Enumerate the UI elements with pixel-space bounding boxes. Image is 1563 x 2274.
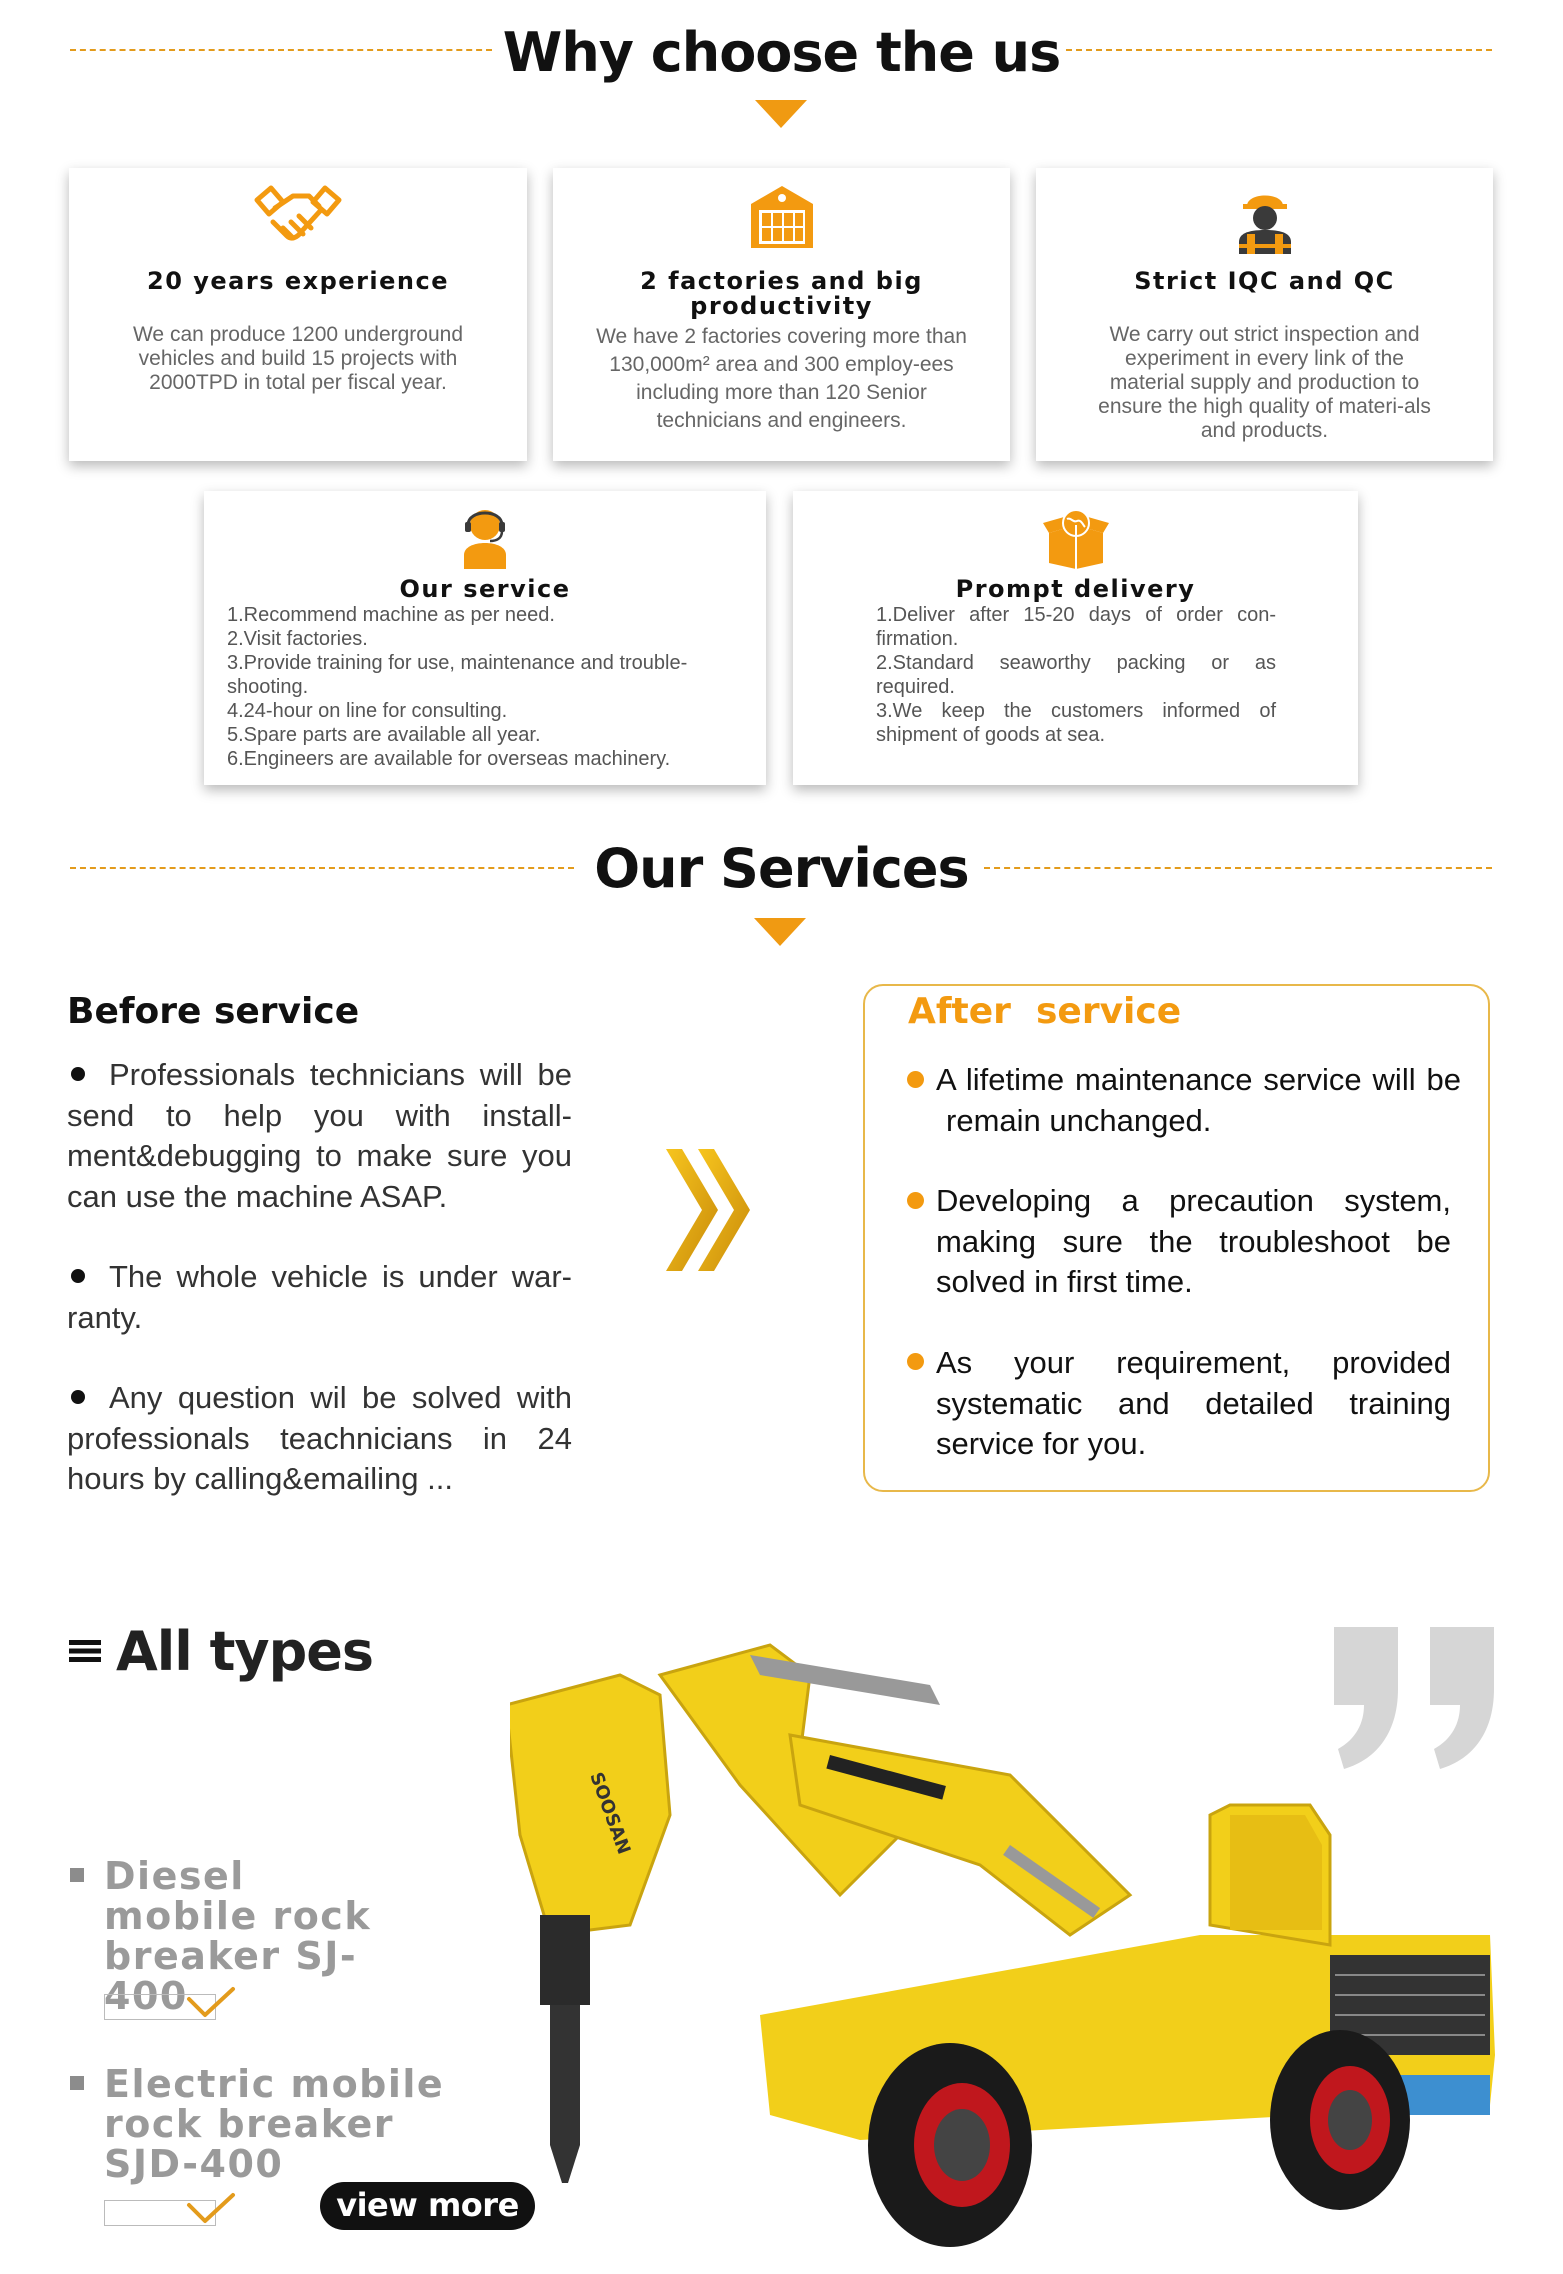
why-title: Why choose the us: [502, 21, 1061, 84]
card-desc: We have 2 factories covering more than 130,000m² area and 300 employ-ees including more than 120 Senior technicians and engineers.: [596, 325, 967, 432]
list-item: 4.24-hour on line for consulting.: [227, 700, 508, 722]
services-title: Our Services: [594, 837, 969, 900]
list-item: 6.Engineers are available for overseas machinery.: [227, 748, 671, 770]
list-item: 1.Deliver after 15-20 days of order con-firmation.: [876, 604, 1276, 650]
menu-icon: [69, 1640, 101, 1662]
services-arrow-icon: [754, 918, 806, 946]
card-desc: We carry out strict inspection and experiment in every link of the material supply and production to ensure the high quality of materi-als and products.: [1098, 323, 1431, 442]
list-item: Developing a precaution system, making sure the troubleshoot be solved in first time.: [936, 1183, 1451, 1299]
list-item: As your requirement, provided systematic and detailed training service for you.: [936, 1345, 1451, 1461]
bullet-icon: [71, 1067, 85, 1081]
card-quality: [1036, 168, 1493, 461]
list-item: 3.Provide training for use, maintenance and trouble-shooting.: [227, 652, 688, 698]
list-item: Professionals technicians will be send to help you with install-ment&debugging to make sure you can use the machine ASAP.: [67, 1057, 572, 1214]
bullet-square-icon: [70, 1868, 84, 1882]
list-item: 5.Spare parts are available all year.: [227, 724, 541, 746]
card-factories: [553, 168, 1010, 461]
list-item: 2.Visit factories.: [227, 628, 368, 650]
card-prompt-delivery: [793, 491, 1358, 785]
list-item: 2.Standard seaworthy packing or as required.: [876, 652, 1282, 698]
card-title: Prompt delivery: [955, 575, 1196, 603]
list-item: 1.Recommend machine as per need.: [227, 604, 555, 626]
delivery-list: [876, 603, 1282, 747]
why-arrow-icon: [755, 100, 807, 128]
after-service-heading: After service: [908, 991, 1182, 1032]
before-service-heading: Before service: [67, 991, 360, 1032]
support-agent-icon: [460, 505, 510, 569]
double-chevron-right-icon: [660, 1143, 760, 1278]
check-icon: [185, 1985, 237, 2021]
card-experience: [69, 168, 527, 461]
card-our-service: [204, 491, 766, 785]
delivery-box-icon: [1041, 505, 1111, 569]
bullet-icon: [907, 1071, 924, 1088]
product-diesel-rock-breaker[interactable]: Diesel mobile rock breaker SJ-400: [104, 1854, 372, 2018]
view-more-button[interactable]: view more: [320, 2182, 535, 2230]
handshake-icon: [253, 182, 343, 254]
list-item: A lifetime maintenance service will be remain unchanged.: [936, 1062, 1461, 1138]
service-list: [227, 603, 730, 771]
list-item: The whole vehicle is under war-ranty.: [67, 1259, 572, 1335]
factory-icon: [747, 182, 817, 252]
bullet-icon: [71, 1390, 85, 1404]
bullet-icon: [907, 1353, 924, 1370]
all-types-title: All types: [116, 1620, 374, 1683]
card-title: 2 factories and big productivity: [640, 267, 923, 320]
card-title: Strict IQC and QC: [1134, 267, 1395, 295]
rock-breaker-machine-image: [510, 1635, 1500, 2255]
bullet-icon: [907, 1192, 924, 1209]
machine-brand-label: SOOSAN: [585, 1769, 635, 1858]
list-item: 3.We keep the customers informed of shipment of goods at sea.: [876, 700, 1282, 746]
bullet-square-icon: [70, 2076, 84, 2090]
bullet-icon: [71, 1269, 85, 1283]
card-desc: We can produce 1200 underground vehicles and build 15 projects with 2000TPD in total per fiscal year.: [132, 323, 464, 394]
product-electric-rock-breaker[interactable]: Electric mobile rock breaker SJD-400: [104, 2062, 445, 2186]
worker-icon: [1233, 184, 1297, 256]
check-icon: [185, 2191, 237, 2227]
card-title: 20 years experience: [147, 267, 449, 295]
list-item: Any question wil be solved with professionals teachnicians in 24 hours by calling&emailing ...: [67, 1380, 572, 1496]
card-title: Our service: [399, 575, 571, 603]
before-service-list: [67, 1055, 572, 1540]
